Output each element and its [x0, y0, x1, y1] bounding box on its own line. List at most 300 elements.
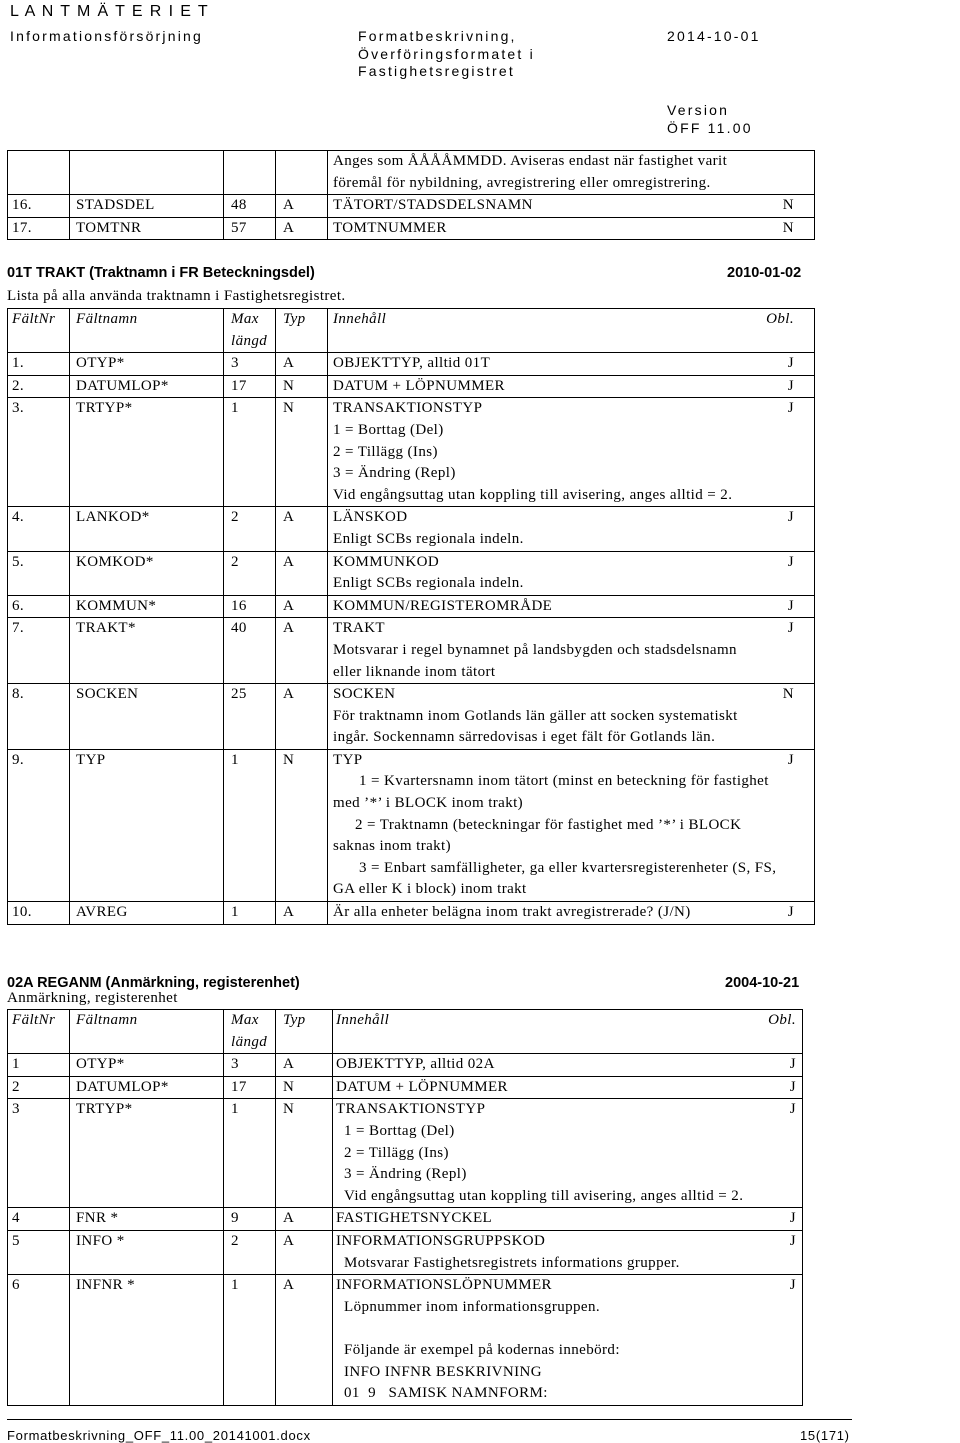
- section-date-reganm: 2004-10-21: [725, 975, 800, 991]
- field-nr: 7.: [12, 620, 25, 637]
- cell-type: [276, 1077, 333, 1099]
- section-description-reganm: Anmärkning, registerenhet: [7, 990, 178, 1006]
- content-line: INFORMATIONSLÖPNUMMER: [336, 1277, 552, 1294]
- field-type: A: [283, 355, 295, 372]
- field-type: A: [283, 1056, 295, 1073]
- cell-name: [70, 151, 224, 194]
- field-len: 1: [231, 1101, 239, 1118]
- content-line: 1 = Kvartersnamn inom tätort (minst en beteckning för fastighet: [359, 773, 769, 790]
- content-line: 3 = Enbart samfälligheter, ga eller kvartersregisterenheter (S, FS,: [359, 859, 777, 876]
- field-type: N: [283, 751, 295, 768]
- field-nr: 9.: [12, 751, 25, 768]
- cell-name: [70, 353, 224, 375]
- cell-len: [224, 596, 276, 618]
- field-name: AVREG: [76, 904, 128, 921]
- cell-nr: [8, 507, 70, 550]
- field-type: A: [283, 219, 295, 236]
- content-line: Följande är exempel på kodernas innebörd:: [344, 1341, 620, 1358]
- field-name: OTYP*: [76, 1056, 125, 1073]
- table-row: [8, 376, 814, 399]
- field-obl: J: [789, 1101, 796, 1118]
- cell-name: [70, 1231, 224, 1274]
- field-len: 1: [231, 1277, 239, 1294]
- content-line: Motsvarar Fastighetsregistrets informations grupper.: [344, 1254, 680, 1271]
- cell-nr: [8, 1275, 70, 1405]
- cell-type: [276, 596, 328, 618]
- content-line: TRANSAKTIONSTYP: [333, 400, 483, 417]
- content-line: För traktnamn inom Gotlands län gäller att socken systematiskt: [333, 707, 738, 724]
- cell-nr: [8, 151, 70, 194]
- cell-name: [70, 1275, 224, 1405]
- cell-content: [333, 1054, 760, 1076]
- header-name: Fältnamn: [76, 1012, 138, 1028]
- cell-type: [276, 1099, 333, 1207]
- cell-name: [70, 618, 224, 683]
- content-line: med ’*’ i BLOCK inom trakt): [333, 795, 524, 812]
- cell-type: [276, 552, 328, 595]
- cell-len: [224, 1208, 276, 1230]
- content-line: ingår. Sockennamn särredovisas i eget fält för Gotlands län.: [333, 729, 716, 746]
- cell-type: [276, 353, 328, 375]
- cell-content: [328, 376, 760, 398]
- field-len: 25: [231, 686, 247, 703]
- header-len: Max: [231, 311, 259, 327]
- field-type: A: [283, 1232, 295, 1249]
- table-row: [8, 596, 814, 619]
- field-type: A: [283, 904, 295, 921]
- cell-type: [276, 1275, 333, 1405]
- field-type: A: [283, 553, 295, 570]
- version-label: Version: [667, 102, 730, 118]
- field-obl: J: [789, 1210, 796, 1227]
- cell-name: [70, 596, 224, 618]
- cell-len: [224, 398, 276, 506]
- cell-content: [328, 398, 760, 506]
- cell-name: [70, 398, 224, 506]
- cell-obl: [760, 151, 814, 194]
- table-row: [8, 1208, 802, 1231]
- table-row: [8, 1231, 802, 1275]
- field-nr: 4: [12, 1210, 20, 1227]
- cell-name: [70, 552, 224, 595]
- field-obl: J: [789, 1078, 796, 1095]
- content-line: 2 = Traktnamn (beteckningar för fastighet med ’*’ i BLOCK: [355, 816, 742, 833]
- content-line: 1 = Borttag (Del): [344, 1122, 455, 1139]
- content-line: TÄTORT/STADSDELSNAMN: [333, 197, 533, 214]
- cell-len: [224, 195, 276, 217]
- cell-obl: [760, 902, 814, 924]
- field-nr: 16.: [12, 197, 32, 214]
- table-row: [8, 353, 814, 376]
- content-line: DATUM + LÖPNUMMER: [336, 1078, 508, 1095]
- field-obl: J: [787, 620, 794, 637]
- cell-type: [276, 398, 328, 506]
- field-type: A: [283, 1277, 295, 1294]
- content-line: 01 9 SAMISK NAMNFORM:: [344, 1385, 548, 1402]
- cell-content: [333, 1208, 760, 1230]
- field-type: A: [283, 197, 295, 214]
- content-line: OBJEKTTYP, alltid 01T: [333, 355, 491, 372]
- field-len: 1: [231, 400, 239, 417]
- field-nr: 5: [12, 1232, 20, 1249]
- cell-nr: [8, 750, 70, 901]
- cell-obl: [760, 684, 814, 749]
- content-line: OBJEKTTYP, alltid 02A: [336, 1056, 495, 1073]
- cell-name: [70, 376, 224, 398]
- cell-content: [333, 1275, 760, 1405]
- cell-nr: [8, 1099, 70, 1207]
- table-row: [8, 750, 814, 902]
- content-line: 3 = Ändring (Repl): [344, 1166, 467, 1183]
- table-row: [8, 507, 814, 551]
- field-table-reganm: [7, 1009, 803, 1406]
- content-line: Motsvarar i regel bynamnet på landsbygden och stadsdelsnamn: [333, 641, 737, 658]
- cell-name: [70, 1010, 224, 1053]
- cell-obl: [760, 309, 814, 352]
- table-row: [8, 618, 814, 684]
- cell-len: [224, 1275, 276, 1405]
- content-line: 1 = Borttag (Del): [333, 421, 444, 438]
- document-title-line: Fastighetsregistret: [358, 63, 515, 79]
- cell-name: [70, 1077, 224, 1099]
- cell-len: [224, 353, 276, 375]
- field-name: SOCKEN: [76, 686, 139, 703]
- cell-obl: [760, 1077, 802, 1099]
- header-content: Innehåll: [336, 1012, 390, 1028]
- cell-content: [328, 309, 760, 352]
- field-len: 2: [231, 553, 239, 570]
- cell-len: [224, 151, 276, 194]
- field-len: 1: [231, 751, 239, 768]
- department: Informationsförsörjning: [10, 28, 203, 44]
- content-line: föremål för nybildning, avregistrering eller omregistrering.: [333, 174, 711, 191]
- cell-nr: [8, 1208, 70, 1230]
- field-len: 3: [231, 355, 239, 372]
- cell-nr: [8, 596, 70, 618]
- field-name: DATUMLOP*: [76, 1078, 169, 1095]
- field-name: STADSDEL: [76, 197, 155, 214]
- table-row: [8, 398, 814, 507]
- cell-obl: [760, 353, 814, 375]
- cell-len: [224, 1231, 276, 1274]
- cell-nr: [8, 353, 70, 375]
- cell-name: [70, 684, 224, 749]
- field-obl: J: [787, 377, 794, 394]
- field-type: N: [283, 377, 295, 394]
- content-line: eller liknande inom tätort: [333, 663, 496, 680]
- cell-content: [328, 353, 760, 375]
- field-name: TYP: [76, 751, 106, 768]
- cell-name: [70, 309, 224, 352]
- content-line: Vid engångsuttag utan koppling till avisering, anges alltid = 2.: [344, 1187, 744, 1204]
- table-row: [8, 1099, 802, 1208]
- cell-content: [328, 618, 760, 683]
- cell-obl: [760, 1010, 802, 1053]
- cell-obl: [760, 618, 814, 683]
- cell-nr: [8, 218, 70, 240]
- content-line: KOMMUNKOD: [333, 553, 440, 570]
- cell-content: [328, 684, 760, 749]
- field-name: TOMTNR: [76, 219, 142, 236]
- cell-name: [70, 750, 224, 901]
- cell-type: [276, 376, 328, 398]
- field-nr: 3.: [12, 400, 25, 417]
- field-len: 9: [231, 1210, 239, 1227]
- content-line: Enligt SCBs regionala indeln.: [333, 530, 524, 547]
- field-nr: 6: [12, 1277, 20, 1294]
- content-line: 3 = Ändring (Repl): [333, 465, 456, 482]
- field-name: TRTYP*: [76, 1101, 133, 1118]
- field-obl: N: [782, 219, 794, 236]
- cell-name: [70, 195, 224, 217]
- cell-type: [276, 684, 328, 749]
- content-line: TRANSAKTIONSTYP: [336, 1101, 486, 1118]
- table-row: [8, 684, 814, 750]
- content-line: TYP: [333, 751, 363, 768]
- content-line: SOCKEN: [333, 686, 396, 703]
- document-title-line: Överföringsformatet i: [358, 45, 535, 62]
- table-header-row: [8, 1010, 802, 1054]
- section-date-trakt: 2010-01-02: [727, 265, 802, 281]
- page-number: 15(171): [800, 1428, 850, 1443]
- field-name: TRAKT*: [76, 620, 136, 637]
- field-type: A: [283, 686, 295, 703]
- footer-filename: Formatbeskrivning_OFF_11.00_20141001.docx: [7, 1428, 311, 1443]
- cell-len: [224, 552, 276, 595]
- header-len: längd: [231, 332, 268, 349]
- field-type: A: [283, 597, 295, 614]
- cell-obl: [760, 552, 814, 595]
- cell-obl: [760, 507, 814, 550]
- content-line: INFORMATIONSGRUPPSKOD: [336, 1232, 546, 1249]
- field-nr: 6.: [12, 597, 25, 614]
- cell-type: [276, 309, 328, 352]
- cell-nr: [8, 618, 70, 683]
- cell-obl: [760, 1275, 802, 1405]
- cell-name: [70, 902, 224, 924]
- footer-divider: [7, 1419, 852, 1420]
- cell-len: [224, 1099, 276, 1207]
- field-obl: J: [787, 597, 794, 614]
- cell-nr: [8, 398, 70, 506]
- document-title-line: Formatbeskrivning,: [358, 28, 517, 44]
- field-len: 57: [231, 219, 247, 236]
- field-len: 17: [231, 377, 247, 394]
- header-nr: FältNr: [12, 1012, 56, 1028]
- cell-obl: [760, 1231, 802, 1274]
- table-row: [8, 218, 814, 241]
- cell-obl: [760, 195, 814, 217]
- cell-len: [224, 507, 276, 550]
- field-obl: J: [787, 751, 794, 768]
- header-name: Fältnamn: [76, 311, 138, 327]
- content-line: Enligt SCBs regionala indeln.: [333, 575, 524, 592]
- header-nr: FältNr: [12, 311, 56, 327]
- cell-nr: [8, 1054, 70, 1076]
- cell-content: [328, 195, 760, 217]
- cell-nr: [8, 684, 70, 749]
- field-nr: 5.: [12, 553, 25, 570]
- field-obl: J: [787, 400, 794, 417]
- cell-nr: [8, 1010, 70, 1053]
- cell-content: [333, 1231, 760, 1274]
- section-title-reganm: 02A REGANM (Anmärkning, registerenhet): [7, 975, 300, 991]
- section-title-trakt: 01T TRAKT (Traktnamn i FR Beteckningsdel): [7, 265, 315, 281]
- field-type: N: [283, 1101, 295, 1118]
- cell-name: [70, 507, 224, 550]
- field-obl: J: [787, 355, 794, 372]
- cell-nr: [8, 552, 70, 595]
- table-row: [8, 151, 814, 195]
- field-type: N: [283, 400, 295, 417]
- field-name: KOMKOD*: [76, 553, 154, 570]
- content-line: FASTIGHETSNYCKEL: [336, 1210, 493, 1227]
- field-type: A: [283, 509, 295, 526]
- field-name: LANKOD*: [76, 509, 150, 526]
- cell-name: [70, 1054, 224, 1076]
- table-row: [8, 902, 814, 925]
- cell-len: [224, 750, 276, 901]
- content-line: saknas inom trakt): [333, 838, 452, 855]
- cell-name: [70, 1099, 224, 1207]
- cell-name: [70, 218, 224, 240]
- header-len: längd: [231, 1033, 268, 1050]
- field-nr: 2.: [12, 377, 25, 394]
- content-line: TRAKT: [333, 620, 385, 637]
- cell-content: [333, 1010, 760, 1053]
- field-len: 1: [231, 904, 239, 921]
- document-date: 2014-10-01: [667, 28, 761, 44]
- cell-obl: [760, 750, 814, 901]
- field-len: 16: [231, 597, 247, 614]
- field-type: A: [283, 1210, 295, 1227]
- content-line: 2 = Tillägg (Ins): [344, 1144, 449, 1161]
- field-table-trakt: [7, 308, 815, 925]
- cell-type: [276, 1231, 333, 1274]
- table-row: [8, 195, 814, 218]
- field-len: 2: [231, 509, 239, 526]
- cell-type: [276, 1054, 333, 1076]
- field-name: INFO *: [76, 1232, 125, 1249]
- field-nr: 10.: [12, 904, 32, 921]
- cell-content: [328, 507, 760, 550]
- field-len: 2: [231, 1232, 239, 1249]
- field-type: N: [283, 1078, 295, 1095]
- cell-content: [328, 750, 777, 901]
- cell-obl: [760, 376, 814, 398]
- cell-nr: [8, 309, 70, 352]
- cell-len: [224, 1054, 276, 1076]
- section-description-trakt: Lista på alla använda traktnamn i Fastighetsregistret.: [7, 288, 346, 304]
- cell-len: [224, 1010, 276, 1053]
- cell-obl: [760, 218, 814, 240]
- field-obl: J: [787, 553, 794, 570]
- cell-nr: [8, 1077, 70, 1099]
- field-name: TRTYP*: [76, 400, 133, 417]
- field-len: 40: [231, 620, 247, 637]
- content-line: Anges som ÅÅÅÅMMDD. Aviseras endast när fastighet varit: [333, 153, 728, 169]
- field-len: 48: [231, 197, 247, 214]
- header-len: Max: [231, 1012, 259, 1028]
- field-nr: 2: [12, 1078, 20, 1095]
- field-nr: 1.: [12, 355, 25, 372]
- field-obl: J: [789, 1277, 796, 1294]
- cell-nr: [8, 376, 70, 398]
- field-name: FNR *: [76, 1210, 119, 1227]
- field-obl: J: [789, 1056, 796, 1073]
- field-len: 17: [231, 1078, 247, 1095]
- cell-obl: [760, 1054, 802, 1076]
- header-content: Innehåll: [333, 311, 387, 327]
- cell-content: [328, 552, 760, 595]
- table-row: [8, 1077, 802, 1100]
- field-name: KOMMUN*: [76, 597, 157, 614]
- header-obl: Obl.: [768, 1012, 796, 1028]
- cell-type: [276, 902, 328, 924]
- header-obl: Obl.: [766, 311, 794, 327]
- field-type: A: [283, 620, 295, 637]
- field-table-continued: [7, 150, 815, 240]
- cell-type: [276, 507, 328, 550]
- field-obl: J: [787, 904, 794, 921]
- document-title: [358, 28, 535, 81]
- cell-content: [328, 596, 760, 618]
- content-line: INFO INFNR BESKRIVNING: [344, 1363, 542, 1380]
- content-line: Vid engångsuttag utan koppling till avisering, anges alltid = 2.: [333, 486, 733, 503]
- cell-len: [224, 618, 276, 683]
- field-name: INFNR *: [76, 1277, 136, 1294]
- field-name: OTYP*: [76, 355, 125, 372]
- field-len: 3: [231, 1056, 239, 1073]
- content-line: Löpnummer inom informationsgruppen.: [344, 1298, 601, 1315]
- cell-obl: [760, 398, 814, 506]
- cell-content: [328, 151, 760, 194]
- cell-type: [276, 750, 328, 901]
- content-line: 2 = Tillägg (Ins): [333, 443, 438, 460]
- content-line: DATUM + LÖPNUMMER: [333, 377, 505, 394]
- field-nr: 4.: [12, 509, 25, 526]
- cell-nr: [8, 1231, 70, 1274]
- cell-type: [276, 618, 328, 683]
- cell-type: [276, 195, 328, 217]
- version-block: [667, 101, 753, 137]
- content-line: Är alla enheter belägna inom trakt avregistrerade? (J/N): [333, 904, 691, 921]
- content-line: LÄNSKOD: [333, 509, 408, 526]
- cell-type: [276, 1010, 333, 1053]
- version-number: ÖFF 11.00: [667, 120, 753, 136]
- field-obl: J: [789, 1232, 796, 1249]
- cell-name: [70, 1208, 224, 1230]
- field-nr: 3: [12, 1101, 20, 1118]
- cell-content: [333, 1077, 760, 1099]
- header-type: Typ: [283, 311, 306, 327]
- cell-len: [224, 376, 276, 398]
- table-header-row: [8, 309, 814, 353]
- header-type: Typ: [283, 1012, 306, 1028]
- field-nr: 17.: [12, 219, 32, 236]
- table-row: [8, 552, 814, 596]
- organisation-name: L A N T M Ä T E R I E T: [10, 3, 210, 20]
- cell-content: [333, 1099, 760, 1207]
- content-line: KOMMUN/REGISTEROMRÅDE: [333, 597, 553, 614]
- field-obl: N: [782, 197, 794, 214]
- cell-content: [328, 218, 760, 240]
- cell-len: [224, 1077, 276, 1099]
- cell-content: [328, 902, 760, 924]
- field-name: DATUMLOP*: [76, 377, 169, 394]
- cell-obl: [760, 596, 814, 618]
- field-nr: 8.: [12, 686, 25, 703]
